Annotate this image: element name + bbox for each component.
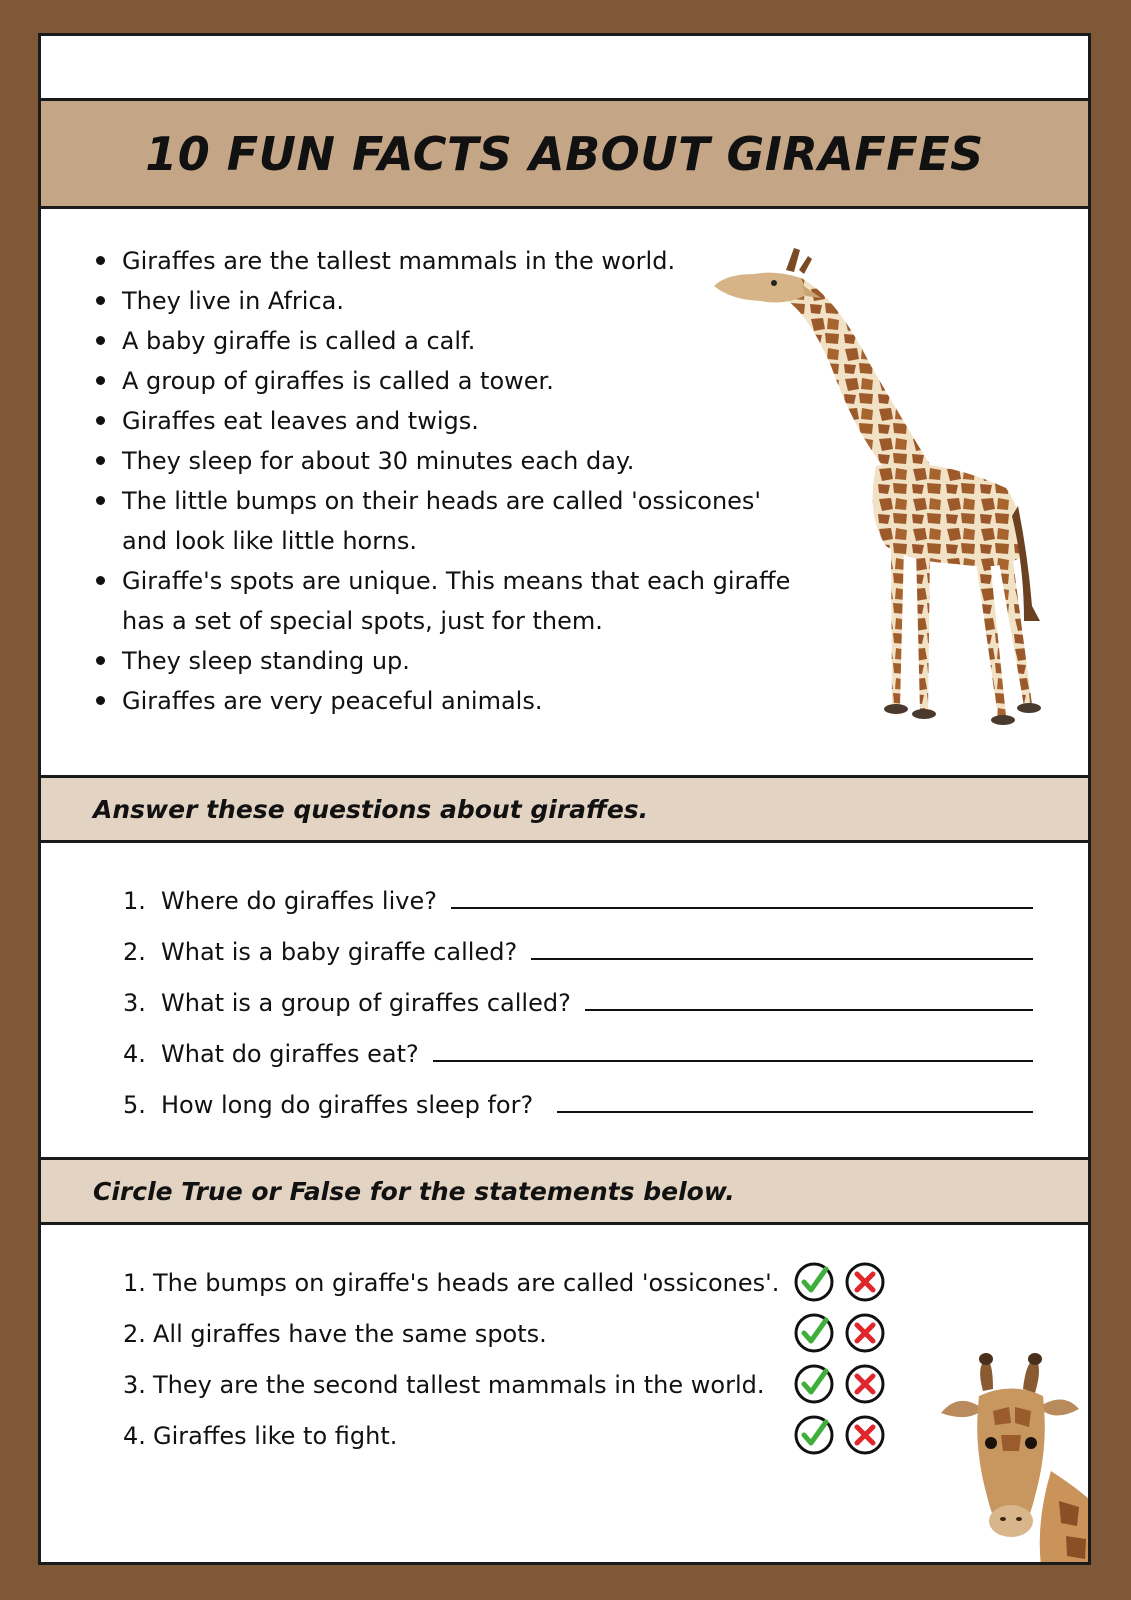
giraffe-illustration	[706, 226, 1046, 726]
statement-number: 4.	[123, 1421, 146, 1450]
statement-item	[123, 1257, 903, 1308]
true-false-list	[123, 1257, 903, 1461]
fact-item: Giraffes are the tallest mammals in the world.	[96, 241, 796, 281]
answer-line[interactable]	[585, 1009, 1033, 1011]
fact-item: They sleep for about 30 minutes each day.	[96, 441, 796, 481]
fact-item: Giraffe's spots are unique. This means that each giraffe has a set of special spots, just for them.	[96, 561, 802, 641]
fact-item: A baby giraffe is called a calf.	[96, 321, 796, 361]
statement-number: 1.	[123, 1268, 146, 1297]
statement-text: They are the second tallest mammals in the world.	[153, 1370, 765, 1399]
answer-line[interactable]	[557, 1111, 1033, 1113]
statement-number: 2.	[123, 1319, 146, 1348]
check-icon[interactable]	[793, 1363, 835, 1405]
page-title: 10 FUN FACTS ABOUT GIRAFFES	[145, 126, 984, 181]
question-number: 5.	[123, 1090, 146, 1119]
question-text: What do giraffes eat?	[161, 1039, 419, 1068]
statement-text: Giraffes like to fight.	[153, 1421, 398, 1450]
fact-item: The little bumps on their heads are called 'ossicones' and look like little horns.	[96, 481, 762, 561]
check-icon[interactable]	[793, 1312, 835, 1354]
title-banner	[41, 98, 1088, 209]
answer-line[interactable]	[451, 907, 1033, 909]
cross-icon[interactable]	[844, 1363, 886, 1405]
true-false-heading: Circle True or False for the statements below.	[41, 1157, 1088, 1225]
check-icon[interactable]	[793, 1414, 835, 1456]
statement-item	[123, 1308, 903, 1359]
cross-icon[interactable]	[844, 1312, 886, 1354]
question-text: What is a baby giraffe called?	[161, 937, 518, 966]
giraffe-head-illustration	[931, 1351, 1091, 1565]
questions-list	[123, 875, 1043, 1130]
question-item	[123, 926, 1043, 977]
statement-number: 3.	[123, 1370, 146, 1399]
fact-item: A group of giraffes is called a tower.	[96, 361, 796, 401]
question-text: What is a group of giraffes called?	[161, 988, 571, 1017]
answer-line[interactable]	[531, 958, 1033, 960]
fact-item: They sleep standing up.	[96, 641, 796, 681]
cross-icon[interactable]	[844, 1261, 886, 1303]
fact-item: Giraffes are very peaceful animals.	[96, 681, 796, 721]
fact-item: They live in Africa.	[96, 281, 796, 321]
question-number: 3.	[123, 988, 146, 1017]
question-text: How long do giraffes sleep for?	[161, 1090, 534, 1119]
cross-icon[interactable]	[844, 1414, 886, 1456]
fact-item: Giraffes eat leaves and twigs.	[96, 401, 796, 441]
statement-text: The bumps on giraffe's heads are called 'ossicones'.	[153, 1268, 780, 1297]
question-number: 2.	[123, 937, 146, 966]
facts-list	[96, 241, 796, 721]
statement-item	[123, 1359, 903, 1410]
questions-heading: Answer these questions about giraffes.	[41, 775, 1088, 843]
worksheet	[38, 33, 1091, 1565]
question-item	[123, 1028, 1043, 1079]
question-number: 4.	[123, 1039, 146, 1068]
answer-line[interactable]	[433, 1060, 1033, 1062]
question-item	[123, 1079, 1043, 1130]
question-item	[123, 875, 1043, 926]
question-text: Where do giraffes live?	[161, 886, 437, 915]
check-icon[interactable]	[793, 1261, 835, 1303]
question-number: 1.	[123, 886, 146, 915]
statement-text: All giraffes have the same spots.	[153, 1319, 547, 1348]
statement-item	[123, 1410, 903, 1461]
question-item	[123, 977, 1043, 1028]
